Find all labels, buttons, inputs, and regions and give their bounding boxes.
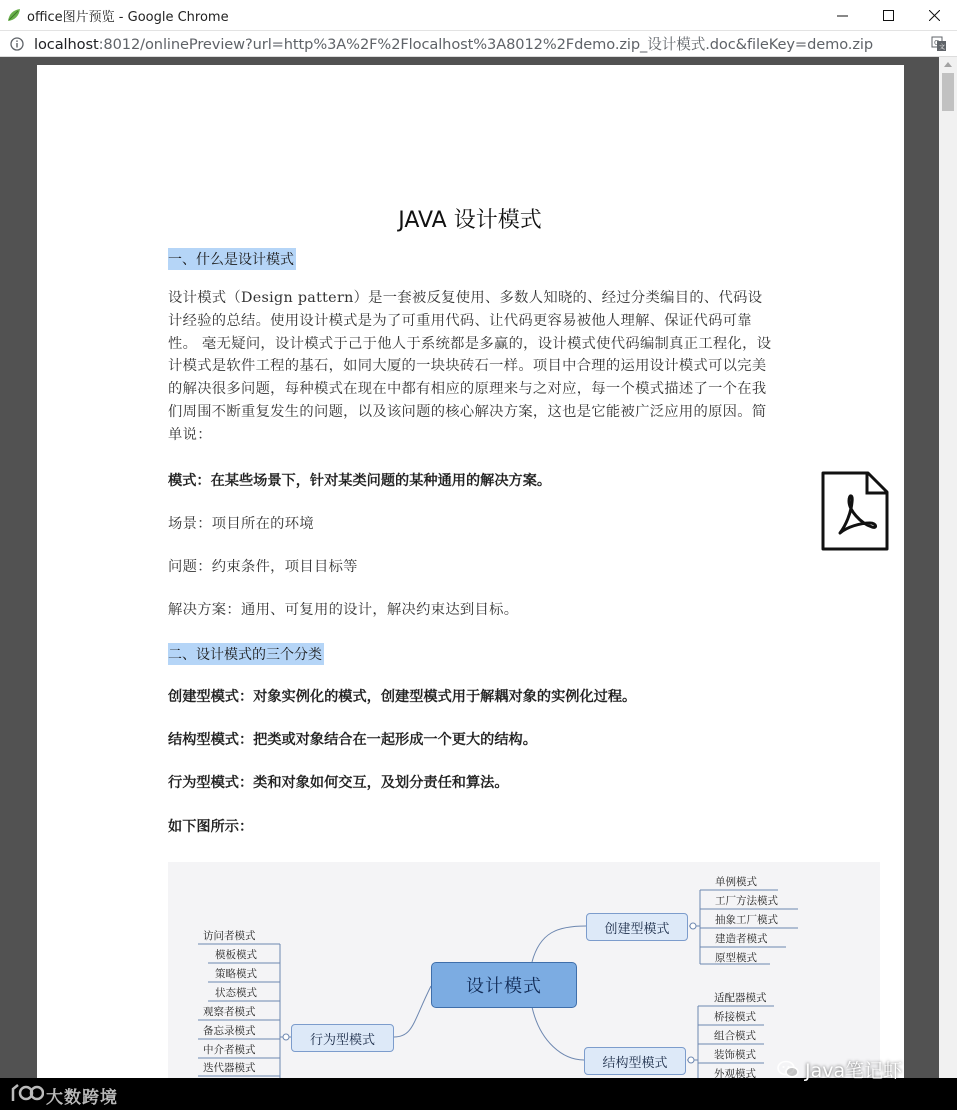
document-page [37,65,904,1078]
window-title-bar [0,0,957,31]
problem-line: 问题：约束条件，项目目标等 [168,559,358,575]
leaf-icon [7,8,21,22]
mindmap-leaf: 组合模式 [714,1030,756,1042]
mindmap-creational-node: 创建型模式 [586,913,688,941]
section-heading-1: 一、什么是设计模式 [168,248,296,270]
mindmap-leaf: 迭代器模式 [203,1062,256,1074]
svg-text:文: 文 [939,44,946,51]
translate-icon[interactable] [931,36,947,52]
behavioral-line: 行为型模式：类和对象如何交互，及划分责任和算法。 [168,775,509,791]
creational-line: 创建型模式：对象实例化的模式，创建型模式用于解耦对象的实例化过程。 [168,689,637,705]
maximize-button[interactable] [865,0,911,30]
minimize-button[interactable] [819,0,865,30]
mindmap-leaf: 桥接模式 [714,1011,756,1023]
intro-paragraph: 设计模式（Design pattern）是一套被反复使用、多数人知晓的、经过分类编目的、代码设计经验的总结。使用设计模式是为了可重用代码、让代码更容易被他人理解、保证代码可靠性。 毫无疑问，设计模式于己于他人于系统都是多赢的，设计模式使代码编制真正工程化，设计模式是软件工程的基石，如同大厦的一块块砖石一样。项目中合理的运用设计模式可以完美的解决很多问题，每种模式在现在中都有相应的原理来与之对应，每一个模式描述了一个在我们周围不断重复发生的问题，以及该问题的核心解决方案，这也是它能被广泛应用的原因。简单说： [168,290,772,443]
mindmap-behavioral-node: 行为型模式 [291,1024,394,1052]
mindmap-leaf: 建造者模式 [715,933,768,945]
brand-logo-icon [10,1081,44,1105]
mindmap-leaf: 观察者模式 [203,1006,256,1018]
scroll-thumb[interactable] [942,73,954,111]
mindmap-leaf: 装饰模式 [714,1049,756,1061]
mindmap-leaf: 策略模式 [215,968,257,980]
mindmap-structural-node: 结构型模式 [584,1047,686,1075]
wechat-watermark [777,1056,902,1082]
mindmap-leaf: 外观模式 [714,1068,756,1078]
svg-text:G: G [934,39,940,47]
mindmap-leaf: 原型模式 [715,952,757,964]
design-patterns-mindmap [168,862,880,1078]
vertical-scrollbar[interactable] [939,57,957,1078]
scene-line: 场景：项目所在的环境 [168,516,314,532]
minimize-icon [837,10,848,21]
mindmap-leaf: 单例模式 [715,876,757,888]
bottom-brand-bar [0,1078,957,1110]
structural-line: 结构型模式：把类或对象结合在一起形成一个更大的结构。 [168,732,537,748]
close-icon [929,10,940,21]
maximize-icon [883,10,894,21]
watermark-text: Java笔记虾 [805,1059,903,1082]
close-button[interactable] [911,0,957,30]
mindmap-leaf: 工厂方法模式 [715,895,778,907]
pattern-definition: 模式：在某些场景下，针对某类问题的某种通用的解决方案。 [168,473,552,489]
wechat-icon [777,1060,799,1078]
solution-line: 解决方案：通用、可复用的设计，解决约束达到目标。 [168,602,519,618]
url-path: :8012/onlinePreview?url=http%3A%2F%2Flocalhost%3A8012%2Fdemo.zip_设计模式.doc&fileKey=demo.zip [98,36,874,53]
mindmap-leaf: 备忘录模式 [203,1025,256,1037]
mindmap-leaf: 访问者模式 [203,930,256,942]
url-host: localhost [34,36,99,53]
mindmap-leaf: 中介者模式 [203,1044,256,1056]
brand-text: 大数跨境 [46,1088,118,1108]
section-heading-2: 二、设计模式的三个分类 [168,643,324,665]
mindmap-leaf: 模板模式 [215,949,257,961]
mindmap-leaf: 状态模式 [215,987,257,999]
mindmap-leaf: 适配器模式 [714,992,767,1004]
pdf-icon[interactable] [820,470,890,552]
window-title: office图片预览 - Google Chrome [27,9,229,25]
mindmap-leaf: 抽象工厂模式 [715,914,778,926]
scroll-up-arrow-icon[interactable] [944,62,952,67]
as-shown-line: 如下图所示： [168,819,254,835]
document-title: JAVA 设计模式 [398,208,542,233]
info-icon[interactable] [10,37,24,51]
address-bar[interactable] [0,31,957,57]
url-text[interactable] [34,33,873,54]
document-viewport [0,57,939,1078]
mindmap-center-node: 设计模式 [431,962,577,1008]
